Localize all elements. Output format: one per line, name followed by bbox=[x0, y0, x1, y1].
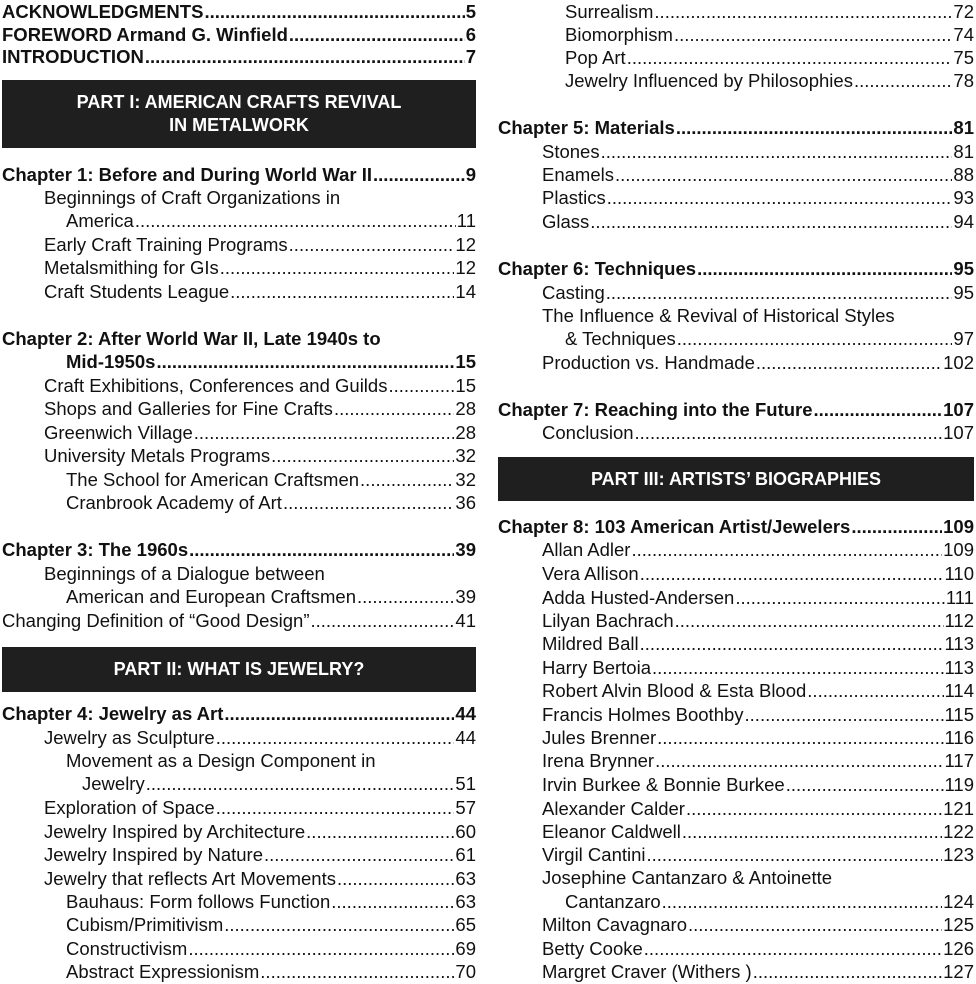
toc-entry-title: Bauhaus: Form follows Function bbox=[66, 891, 331, 912]
part-heading-banner bbox=[2, 80, 476, 148]
dot-leader bbox=[310, 609, 454, 633]
toc-entry-page: 93 bbox=[953, 187, 974, 208]
toc-entry-eleanor-caldwell bbox=[498, 820, 974, 844]
toc-entry-title: Chapter 2: After World War II, Late 1940s to bbox=[2, 328, 381, 349]
toc-entry-page: 39 bbox=[455, 539, 476, 560]
toc-entry-irena-brynner bbox=[498, 749, 974, 773]
toc-entry-page: 12 bbox=[455, 234, 476, 255]
toc-entry-jewelry-influenced-by-philosophies bbox=[498, 69, 974, 93]
dot-leader bbox=[607, 186, 953, 210]
toc-entry-page: 63 bbox=[455, 868, 476, 889]
toc-entry-the-influence-revival-of-historical-styl bbox=[498, 304, 974, 328]
toc-entry-page: 51 bbox=[455, 773, 476, 794]
toc-entry-page: 81 bbox=[953, 117, 974, 138]
dot-leader bbox=[851, 515, 942, 539]
dot-leader bbox=[220, 256, 455, 280]
dot-leader bbox=[289, 233, 455, 257]
toc-entry-page: 126 bbox=[943, 938, 974, 959]
toc-entry-title: Betty Cooke bbox=[542, 938, 643, 959]
part-heading-line: IN METALWORK bbox=[169, 115, 309, 135]
part-heading-banner bbox=[2, 647, 476, 692]
dot-leader bbox=[753, 960, 942, 984]
toc-entry-page: 78 bbox=[953, 70, 974, 91]
toc-entry-title: FOREWORD Armand G. Winfield bbox=[2, 24, 288, 45]
toc-entry-chapter-1-before-and-during-world-war-ii bbox=[2, 163, 476, 187]
dot-leader bbox=[657, 726, 943, 750]
dot-leader bbox=[156, 350, 454, 374]
toc-entry-plastics bbox=[498, 186, 974, 210]
dot-leader bbox=[756, 351, 942, 375]
dot-leader bbox=[676, 116, 953, 140]
toc-entry-title: Margret Craver (Withers ) bbox=[542, 961, 752, 982]
toc-entry-page: 88 bbox=[953, 164, 974, 185]
dot-leader bbox=[135, 209, 456, 233]
toc-entry-chapter-2-after-world-war-ii-late-1940s- bbox=[2, 327, 476, 351]
toc-entry-title: Jewelry Inspired by Architecture bbox=[44, 821, 306, 842]
part-heading-line: PART I: AMERICAN CRAFTS REVIVAL bbox=[76, 92, 402, 112]
toc-entry-early-craft-training-programs bbox=[2, 233, 476, 257]
toc-entry-title: Cranbrook Academy of Art bbox=[66, 492, 282, 513]
dot-leader bbox=[189, 538, 454, 562]
toc-entry-beginnings-of-craft-organizations-in bbox=[2, 186, 476, 210]
toc-entry-title: Shops and Galleries for Fine Crafts bbox=[44, 398, 333, 419]
toc-entry-chapter-4-jewelry-as-art bbox=[2, 702, 476, 726]
toc-entry-america bbox=[2, 209, 476, 233]
toc-entry-title: Surrealism bbox=[565, 1, 654, 22]
toc-entry-page: 81 bbox=[953, 141, 974, 162]
toc-entry-exploration-of-space bbox=[2, 796, 476, 820]
dot-leader bbox=[652, 656, 944, 680]
toc-entry-page: 110 bbox=[944, 563, 974, 584]
toc-entry-beginnings-of-a-dialogue-between bbox=[2, 562, 476, 586]
toc-entry-craft-exhibitions-conferences-and-guilds bbox=[2, 374, 476, 398]
toc-entry-title: Exploration of Space bbox=[44, 797, 215, 818]
toc-entry-francis-holmes-boothby bbox=[498, 703, 974, 727]
dot-leader bbox=[224, 913, 454, 937]
toc-entry-cantanzaro bbox=[498, 890, 974, 914]
toc-entry-title: America bbox=[66, 210, 134, 231]
toc-entry-title: Abstract Expressionism bbox=[66, 961, 260, 982]
toc-entry-page: 127 bbox=[943, 961, 974, 982]
dot-leader bbox=[814, 398, 943, 422]
dot-leader bbox=[289, 23, 465, 47]
toc-entry-title: Metalsmithing for GIs bbox=[44, 257, 219, 278]
toc-entry-enamels bbox=[498, 163, 974, 187]
toc-entry-margret-craver-withers bbox=[498, 960, 974, 984]
toc-entry-title: Craft Exhibitions, Conferences and Guilds bbox=[44, 375, 388, 396]
dot-leader bbox=[331, 890, 454, 914]
dot-leader bbox=[204, 0, 464, 24]
toc-entry-page: 117 bbox=[944, 750, 974, 771]
toc-entry-title: American and European Craftsmen bbox=[66, 586, 356, 607]
toc-entry-title: Alexander Calder bbox=[542, 798, 685, 819]
toc-entry-page: 32 bbox=[455, 445, 476, 466]
toc-entry-metalsmithing-for-gis bbox=[2, 256, 476, 280]
toc-entry-page: 11 bbox=[456, 210, 476, 231]
dot-leader bbox=[655, 749, 943, 773]
toc-entry-title: Movement as a Design Component in bbox=[66, 750, 376, 771]
toc-entry-irvin-burkee-bonnie-burkee bbox=[498, 773, 974, 797]
dot-leader bbox=[216, 796, 455, 820]
toc-entry-title: Chapter 6: Techniques bbox=[498, 258, 697, 279]
toc-entry-page: 61 bbox=[455, 844, 476, 865]
toc-entry-cranbrook-academy-of-art bbox=[2, 491, 476, 515]
toc-entry-title: Adda Husted-Andersen bbox=[542, 587, 735, 608]
toc-entry-title: & Techniques bbox=[565, 328, 676, 349]
toc-entry-page: 39 bbox=[455, 586, 476, 607]
toc-entry-page: 36 bbox=[455, 492, 476, 513]
toc-entry-title: Cantanzaro bbox=[565, 891, 661, 912]
toc-entry-page: 44 bbox=[455, 703, 476, 724]
toc-entry-pop-art bbox=[498, 46, 974, 70]
toc-entry-american-and-european-craftsmen bbox=[2, 585, 476, 609]
dot-leader bbox=[647, 843, 943, 867]
dot-leader bbox=[606, 281, 953, 305]
dot-leader bbox=[271, 444, 454, 468]
toc-entry-page: 72 bbox=[953, 1, 974, 22]
toc-entry-allan-adler bbox=[498, 538, 974, 562]
part-heading-banner bbox=[498, 457, 974, 501]
toc-entry-vera-allison bbox=[498, 562, 974, 586]
dot-leader bbox=[145, 45, 465, 69]
toc-entry-adda-husted-andersen bbox=[498, 586, 974, 610]
toc-entry-title: Jewelry Inspired by Nature bbox=[44, 844, 264, 865]
toc-entry-page: 121 bbox=[943, 798, 974, 819]
toc-entry-page: 6 bbox=[465, 24, 476, 45]
dot-leader bbox=[662, 890, 942, 914]
toc-entry-page: 74 bbox=[953, 24, 974, 45]
dot-leader bbox=[306, 820, 454, 844]
toc-entry-jewelry bbox=[2, 772, 476, 796]
toc-entry-harry-bertoia bbox=[498, 656, 974, 680]
toc-entry-page: 69 bbox=[455, 938, 476, 959]
dot-leader bbox=[640, 632, 944, 656]
toc-entry-chapter-7-reaching-into-the-future bbox=[498, 398, 974, 422]
toc-entry-page: 107 bbox=[943, 399, 974, 420]
toc-entry-techniques bbox=[498, 327, 974, 351]
toc-entry-page: 107 bbox=[943, 422, 974, 443]
dot-leader bbox=[640, 562, 944, 586]
dot-leader bbox=[260, 960, 454, 984]
part-heading-line: PART II: WHAT IS JEWELRY? bbox=[113, 659, 365, 679]
toc-entry-title: Changing Definition of “Good Design” bbox=[2, 610, 310, 631]
toc-entry-page: 5 bbox=[465, 1, 476, 22]
toc-entry-title: Harry Bertoia bbox=[542, 657, 651, 678]
dot-leader bbox=[682, 820, 942, 844]
toc-entry-jewelry-that-reflects-art-movements bbox=[2, 867, 476, 891]
toc-entry-title: Jewelry bbox=[82, 773, 145, 794]
toc-entry-title: Pop Art bbox=[565, 47, 626, 68]
toc-entry-title: Josephine Cantanzaro & Antoinette bbox=[542, 867, 833, 888]
dot-leader bbox=[337, 867, 454, 891]
toc-entry-title: Robert Alvin Blood & Esta Blood bbox=[542, 680, 807, 701]
toc-entry-title: Francis Holmes Boothby bbox=[542, 704, 744, 725]
toc-entry-page: 75 bbox=[953, 47, 974, 68]
toc-entry-page: 7 bbox=[465, 46, 476, 67]
toc-entry-page: 44 bbox=[455, 727, 476, 748]
toc-entry-title: ACKNOWLEDGMENTS bbox=[2, 1, 204, 22]
toc-entry-acknowledgments bbox=[2, 0, 476, 24]
toc-entry-changing-definition-of-good-design bbox=[2, 609, 476, 633]
toc-entry-robert-alvin-blood-esta-blood bbox=[498, 679, 974, 703]
dot-leader bbox=[735, 586, 945, 610]
toc-entry-title: INTRODUCTION bbox=[2, 46, 144, 67]
toc-entry-craft-students-league bbox=[2, 280, 476, 304]
toc-entry-page: 15 bbox=[455, 351, 476, 372]
dot-leader bbox=[194, 421, 455, 445]
dot-leader bbox=[644, 937, 942, 961]
toc-entry-virgil-cantini bbox=[498, 843, 974, 867]
dot-leader bbox=[697, 257, 952, 281]
toc-entry-page: 111 bbox=[945, 587, 974, 608]
toc-entry-title: Constructivism bbox=[66, 938, 188, 959]
toc-entry-page: 15 bbox=[455, 375, 476, 396]
dot-leader bbox=[654, 0, 952, 24]
dot-leader bbox=[216, 726, 455, 750]
toc-entry-page: 116 bbox=[944, 727, 974, 748]
toc-entry-stones bbox=[498, 140, 974, 164]
toc-entry-page: 109 bbox=[943, 516, 974, 537]
toc-entry-title: Virgil Cantini bbox=[542, 844, 646, 865]
dot-leader bbox=[360, 468, 454, 492]
toc-entry-page: 12 bbox=[455, 257, 476, 278]
toc-entry-title: Glass bbox=[542, 211, 590, 232]
toc-entry-title: Mildred Ball bbox=[542, 633, 639, 654]
toc-entry-title: Conclusion bbox=[542, 422, 634, 443]
toc-entry-title: Jules Brenner bbox=[542, 727, 657, 748]
toc-entry-alexander-calder bbox=[498, 797, 974, 821]
dot-leader bbox=[388, 374, 454, 398]
toc-entry-greenwich-village bbox=[2, 421, 476, 445]
dot-leader bbox=[686, 797, 942, 821]
dot-leader bbox=[230, 280, 454, 304]
toc-entry-title: Biomorphism bbox=[565, 24, 673, 45]
dot-leader bbox=[615, 163, 952, 187]
toc-entry-title: Jewelry as Sculpture bbox=[44, 727, 215, 748]
toc-entry-title: Jewelry Influenced by Philosophies bbox=[565, 70, 853, 91]
toc-entry-chapter-6-techniques bbox=[498, 257, 974, 281]
toc-entry-title: Plastics bbox=[542, 187, 606, 208]
toc-entry-introduction bbox=[2, 45, 476, 69]
toc-entry-page: 102 bbox=[943, 352, 974, 373]
toc-entry-page: 97 bbox=[953, 328, 974, 349]
dot-leader bbox=[224, 702, 454, 726]
toc-entry-page: 60 bbox=[455, 821, 476, 842]
dot-leader bbox=[264, 843, 454, 867]
dot-leader bbox=[807, 679, 943, 703]
toc-entry-title: Early Craft Training Programs bbox=[44, 234, 288, 255]
toc-entry-title: Enamels bbox=[542, 164, 614, 185]
toc-entry-mildred-ball bbox=[498, 632, 974, 656]
toc-entry-conclusion bbox=[498, 421, 974, 445]
toc-entry-production-vs-handmade bbox=[498, 351, 974, 375]
toc-entry-title: Lilyan Bachrach bbox=[542, 610, 674, 631]
toc-entry-title: Allan Adler bbox=[542, 539, 631, 560]
toc-entry-title: Irvin Burkee & Bonnie Burkee bbox=[542, 774, 785, 795]
toc-entry-jewelry-as-sculpture bbox=[2, 726, 476, 750]
toc-entry-page: 123 bbox=[943, 844, 974, 865]
toc-entry-betty-cooke bbox=[498, 937, 974, 961]
toc-entry-title: Chapter 3: The 1960s bbox=[2, 539, 189, 560]
toc-entry-page: 41 bbox=[455, 610, 476, 631]
toc-entry-page: 57 bbox=[455, 797, 476, 818]
dot-leader bbox=[283, 491, 454, 515]
toc-entry-bauhaus-form-follows-function bbox=[2, 890, 476, 914]
toc-entry-title: Eleanor Caldwell bbox=[542, 821, 681, 842]
toc-entry-title: Milton Cavagnaro bbox=[542, 914, 687, 935]
toc-entry-shops-and-galleries-for-fine-crafts bbox=[2, 397, 476, 421]
toc-entry-title: Greenwich Village bbox=[44, 422, 193, 443]
toc-entry-page: 70 bbox=[455, 961, 476, 982]
dot-leader bbox=[854, 69, 952, 93]
dot-leader bbox=[590, 210, 952, 234]
dot-leader bbox=[675, 609, 944, 633]
toc-entry-title: Chapter 8: 103 American Artist/Jewelers bbox=[498, 516, 851, 537]
toc-entry-title: Vera Allison bbox=[542, 563, 639, 584]
toc-entry-biomorphism bbox=[498, 23, 974, 47]
toc-entry-josephine-cantanzaro-antoinette bbox=[498, 866, 974, 890]
toc-entry-page: 32 bbox=[455, 469, 476, 490]
dot-leader bbox=[146, 772, 455, 796]
toc-entry-jewelry-inspired-by-nature bbox=[2, 843, 476, 867]
toc-entry-chapter-8-103-american-artist-jewelers bbox=[498, 515, 974, 539]
toc-entry-university-metals-programs bbox=[2, 444, 476, 468]
toc-entry-movement-as-a-design-component-in bbox=[2, 749, 476, 773]
toc-entry-page: 63 bbox=[455, 891, 476, 912]
toc-entry-page: 115 bbox=[944, 704, 974, 725]
toc-entry-lilyan-bachrach bbox=[498, 609, 974, 633]
dot-leader bbox=[677, 327, 953, 351]
toc-entry-title: Production vs. Handmade bbox=[542, 352, 755, 373]
toc-entry-page: 113 bbox=[944, 633, 974, 654]
dot-leader bbox=[674, 23, 952, 47]
toc-entry-jewelry-inspired-by-architecture bbox=[2, 820, 476, 844]
dot-leader bbox=[601, 140, 953, 164]
toc-entry-page: 109 bbox=[943, 539, 974, 560]
toc-entry-page: 65 bbox=[455, 914, 476, 935]
toc-entry-title: The School for American Craftsmen bbox=[66, 469, 360, 490]
toc-entry-title: Cubism/Primitivism bbox=[66, 914, 224, 935]
toc-entry-title: Irena Brynner bbox=[542, 750, 655, 771]
toc-entry-casting bbox=[498, 281, 974, 305]
toc-entry-title: Chapter 7: Reaching into the Future bbox=[498, 399, 813, 420]
toc-entry-title: Chapter 4: Jewelry as Art bbox=[2, 703, 224, 724]
toc-entry-chapter-3-the-1960s bbox=[2, 538, 476, 562]
toc-entry-title: The Influence & Revival of Historical Styles bbox=[542, 305, 895, 326]
toc-entry-page: 122 bbox=[943, 821, 974, 842]
toc-entry-page: 124 bbox=[943, 891, 974, 912]
toc-entry-page: 125 bbox=[943, 914, 974, 935]
toc-entry-page: 9 bbox=[465, 164, 476, 185]
toc-entry-page: 94 bbox=[953, 211, 974, 232]
toc-entry-page: 14 bbox=[455, 281, 476, 302]
toc-entry-title: University Metals Programs bbox=[44, 445, 271, 466]
toc-entry-title: Jewelry that reflects Art Movements bbox=[44, 868, 336, 889]
dot-leader bbox=[373, 163, 465, 187]
toc-entry-page: 113 bbox=[944, 657, 974, 678]
toc-entry-cubism-primitivism bbox=[2, 913, 476, 937]
toc-entry-mid-1950s bbox=[2, 350, 476, 374]
dot-leader bbox=[357, 585, 454, 609]
toc-entry-chapter-5-materials bbox=[498, 116, 974, 140]
toc-entry-title: Chapter 1: Before and During World War II bbox=[2, 164, 373, 185]
toc-entry-title: Beginnings of Craft Organizations in bbox=[44, 187, 341, 208]
toc-entry-page: 95 bbox=[953, 258, 974, 279]
toc-entry-title: Mid-1950s bbox=[66, 351, 156, 372]
toc-entry-title: Casting bbox=[542, 282, 605, 303]
dot-leader bbox=[635, 421, 943, 445]
toc-entry-title: Craft Students League bbox=[44, 281, 230, 302]
toc-entry-title: Chapter 5: Materials bbox=[498, 117, 675, 138]
toc-entry-the-school-for-american-craftsmen bbox=[2, 468, 476, 492]
toc-entry-glass bbox=[498, 210, 974, 234]
toc-entry-jules-brenner bbox=[498, 726, 974, 750]
toc-entry-milton-cavagnaro bbox=[498, 913, 974, 937]
dot-leader bbox=[745, 703, 944, 727]
dot-leader bbox=[188, 937, 454, 961]
toc-entry-page: 28 bbox=[455, 422, 476, 443]
toc-entry-title: Beginnings of a Dialogue between bbox=[44, 563, 325, 584]
toc-entry-foreword-armand-g-winfield bbox=[2, 23, 476, 47]
dot-leader bbox=[631, 538, 942, 562]
dot-leader bbox=[334, 397, 454, 421]
toc-entry-page: 114 bbox=[944, 680, 974, 701]
toc-entry-page: 28 bbox=[455, 398, 476, 419]
dot-leader bbox=[627, 46, 953, 70]
toc-entry-page: 119 bbox=[944, 774, 974, 795]
dot-leader bbox=[786, 773, 944, 797]
toc-entry-page: 95 bbox=[953, 282, 974, 303]
toc-entry-title: Stones bbox=[542, 141, 600, 162]
part-heading-line: PART III: ARTISTS’ BIOGRAPHIES bbox=[590, 468, 882, 489]
toc-entry-surrealism bbox=[498, 0, 974, 24]
toc-entry-constructivism bbox=[2, 937, 476, 961]
toc-entry-page: 112 bbox=[944, 610, 974, 631]
toc-entry-abstract-expressionism bbox=[2, 960, 476, 984]
dot-leader bbox=[688, 913, 942, 937]
